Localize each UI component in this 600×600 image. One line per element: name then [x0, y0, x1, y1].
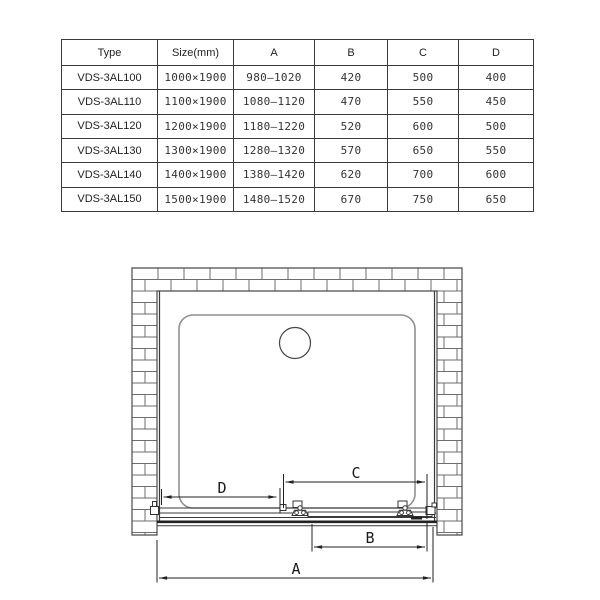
enclosure-frame — [160, 291, 435, 521]
cell-type: VDS-3AL150 — [62, 187, 158, 211]
cell-d: 600 — [459, 163, 534, 187]
column-header-a: A — [234, 40, 315, 66]
cell-c: 550 — [388, 90, 459, 114]
cell-b: 570 — [315, 138, 388, 162]
cell-c: 700 — [388, 163, 459, 187]
drain-circle — [280, 328, 311, 359]
cell-a: 1480–1520 — [234, 187, 315, 211]
cell-type: VDS-3AL110 — [62, 90, 158, 114]
cell-size: 1300×1900 — [158, 138, 234, 162]
dimension-c-label: C — [351, 464, 361, 482]
cell-type: VDS-3AL100 — [62, 66, 158, 90]
dimension-a-label: A — [291, 560, 301, 578]
column-header-type: Type — [62, 40, 158, 66]
cell-d: 650 — [459, 187, 534, 211]
cell-a: 1080–1120 — [234, 90, 315, 114]
column-header-b: B — [315, 40, 388, 66]
cell-c: 600 — [388, 114, 459, 138]
table-row — [62, 187, 534, 211]
column-header-c: C — [388, 40, 459, 66]
wall-bracket-right — [426, 503, 437, 515]
cell-size: 1500×1900 — [158, 187, 234, 211]
cell-size: 1000×1900 — [158, 66, 234, 90]
table-row — [62, 163, 534, 187]
cell-a: 980–1020 — [234, 66, 315, 90]
cell-b: 470 — [315, 90, 388, 114]
cell-a: 1280–1320 — [234, 138, 315, 162]
cell-b: 620 — [315, 163, 388, 187]
column-header-size: Size(mm) — [158, 40, 234, 66]
dimension-d-label: D — [217, 479, 227, 497]
table-row — [62, 90, 534, 114]
cell-c: 500 — [388, 66, 459, 90]
dimension-b-label: B — [365, 529, 375, 547]
table-row — [62, 114, 534, 138]
header-row — [62, 40, 534, 66]
cell-b: 520 — [315, 114, 388, 138]
cell-a: 1380–1420 — [234, 163, 315, 187]
cell-type: VDS-3AL140 — [62, 163, 158, 187]
cell-a: 1180–1220 — [234, 114, 315, 138]
cell-size: 1100×1900 — [158, 90, 234, 114]
brick-wall — [132, 268, 462, 535]
cell-b: 670 — [315, 187, 388, 211]
spec-table — [61, 39, 534, 212]
cell-type: VDS-3AL130 — [62, 138, 158, 162]
column-header-d: D — [459, 40, 534, 66]
cell-size: 1200×1900 — [158, 114, 234, 138]
table-row — [62, 138, 534, 162]
cell-d: 550 — [459, 138, 534, 162]
cell-d: 500 — [459, 114, 534, 138]
installation-diagram — [0, 250, 600, 600]
cell-b: 420 — [315, 66, 388, 90]
cell-d: 450 — [459, 90, 534, 114]
cell-type: VDS-3AL120 — [62, 114, 158, 138]
table-row — [62, 66, 534, 90]
cell-size: 1400×1900 — [158, 163, 234, 187]
cell-d: 400 — [459, 66, 534, 90]
cell-c: 650 — [388, 138, 459, 162]
cell-c: 750 — [388, 187, 459, 211]
door-handle — [411, 517, 422, 520]
